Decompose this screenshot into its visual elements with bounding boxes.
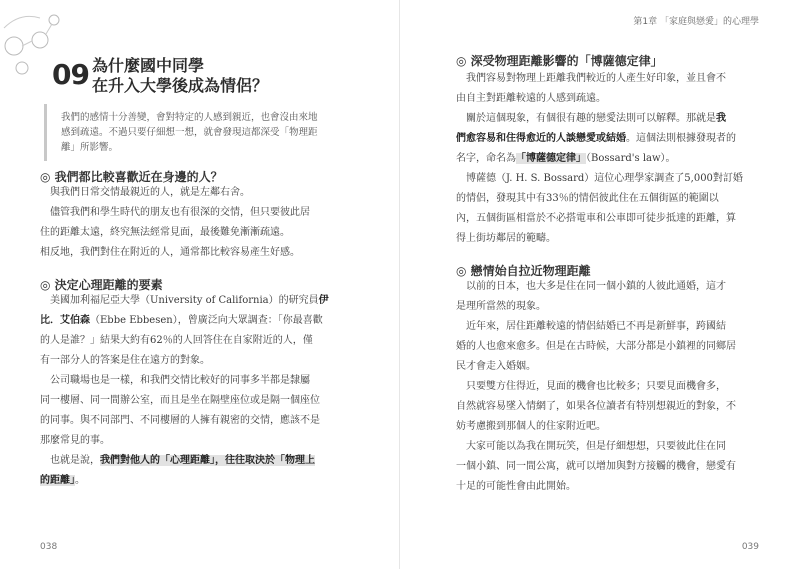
text-span: 也就是說， xyxy=(50,455,100,466)
paragraph xyxy=(456,69,743,249)
text-span: 關於這個現象，有個很有趣的戀愛法則可以解釋。那就是 xyxy=(466,113,716,124)
text-line xyxy=(456,149,743,169)
section-heading: ◎ 戀情始自拉近物理距離 xyxy=(456,264,591,278)
text-line xyxy=(40,291,329,311)
text-line: 大家可能以為我在開玩笑，但是仔細想想，只要彼此住在同 xyxy=(466,441,726,452)
text-line: 與我們日常交情最親近的人，就是左鄰右舍。 xyxy=(50,187,250,198)
text-line: 民才會走入婚姻。 xyxy=(456,361,536,372)
bold-text: 比．艾伯森 xyxy=(40,315,90,326)
text-line xyxy=(40,451,329,471)
text-line: 一個小鎮、同一間公寓，就可以增加與對方接觸的機會，戀愛有 xyxy=(456,461,736,472)
text-line xyxy=(40,311,329,331)
intro-line: 離」所影響。 xyxy=(61,142,119,153)
text-span: 名字，命名為 xyxy=(456,153,516,164)
text-line: 自然就容易墜入情網了，如果各位讀者有特別想親近的對象，不 xyxy=(456,401,736,412)
text-line: 的同事。與不同部門、不同樓層的人擁有親密的交情，應該不是 xyxy=(40,415,320,426)
page-number: 039 xyxy=(741,542,759,552)
intro-line: 我們的感情十分善變，會對特定的人感到親近，也會沒由來地 xyxy=(61,112,318,123)
section-heading: ◎ 我們都比較喜歡近在身邊的人？ xyxy=(40,170,223,184)
text-line: 的人是誰？」結果大約有62％的人回答住在自家附近的人，僅 xyxy=(40,335,313,346)
highlighted-text: 我們對他人的「心理距離」，往往取決於「物理上 xyxy=(100,455,315,466)
chapter-title-line: 在升入大學後成為情侶？ xyxy=(92,76,269,95)
right-page xyxy=(400,0,799,569)
text-line: 妨考慮搬到那個人的住家附近吧。 xyxy=(456,421,606,432)
text-line: 得上街坊鄰居的範疇。 xyxy=(456,233,556,244)
text-line: 公司職場也是一樣，和我們交情比較好的同事多半都是隸屬 xyxy=(50,375,310,386)
text-line: 只要雙方住得近，見面的機會也比較多；只要見面機會多， xyxy=(466,381,726,392)
text-line xyxy=(456,109,743,129)
intro-box xyxy=(44,104,344,161)
section-heading: ◎ 決定心理距離的要素 xyxy=(40,278,163,292)
bold-text: 伊 xyxy=(318,295,329,306)
page-number: 038 xyxy=(40,542,58,552)
running-head: 第1章 「家庭與戀愛」的心理學 xyxy=(633,17,759,27)
text-line: 有一部分人的答案是住在遠方的對象。 xyxy=(40,355,210,366)
chapter-number: 09 xyxy=(52,58,89,91)
bold-text: 們愈容易和住得愈近的人談戀愛或結婚 xyxy=(456,133,626,144)
bold-text: 我 xyxy=(716,113,726,124)
text-line: 的情侶，發現其中有33％的情侶彼此住在五個街區的範圍以 xyxy=(456,193,719,204)
text-span: （Bossard's law）。 xyxy=(586,153,676,164)
paragraph xyxy=(40,183,310,263)
section-heading: ◎ 深受物理距離影響的「博薩德定律」 xyxy=(456,54,663,68)
paragraph xyxy=(40,291,329,491)
text-line: 近年來，居住距離較遠的情侶結婚已不再是新鮮事，跨國結 xyxy=(466,321,726,332)
chapter-title-line: 為什麼國中同學 xyxy=(92,56,205,75)
text-span: 美國加利福尼亞大學（University of California）的研究員 xyxy=(50,295,319,306)
text-line: 相反地，我們對住在附近的人，通常都比較容易產生好感。 xyxy=(40,247,300,258)
highlighted-text: 的距離」 xyxy=(40,475,75,486)
text-line: 同一樓層、同一間辦公室，而且是坐在隔壁座位或是隔一個座位 xyxy=(40,395,320,406)
text-line: 那麼常見的事。 xyxy=(40,435,110,446)
text-line: 內，五個街區相當於不必搭電車和公車即可徒步抵達的距離，算 xyxy=(456,213,736,224)
text-span: 。 xyxy=(75,475,85,486)
text-line: 博薩德（J. H. S. Bossard）這位心理學家調查了5,000對訂婚 xyxy=(466,173,743,184)
text-span: （Ebbe Ebbesen），曾廣泛向大眾調查：「你最喜歡 xyxy=(90,315,323,326)
intro-line: 感到疏遠。不過只要仔細想一想，就會發現這都深受「物理距 xyxy=(61,127,318,138)
text-line: 以前的日本，也大多是住在同一個小鎮的人彼此通婚，這才 xyxy=(466,281,726,292)
text-line: 由自主對距離較遠的人感到疏遠。 xyxy=(456,93,606,104)
text-line: 住的距離太遠，終究無法經常見面，最後難免漸漸疏遠。 xyxy=(40,227,290,238)
text-line xyxy=(40,471,329,491)
text-line xyxy=(456,129,743,149)
text-line: 儘管我們和學生時代的朋友也有很深的交情，但只要彼此居 xyxy=(50,207,310,218)
text-line: 婚的人也愈來愈多。但是在古時候，大部分都是小鎮裡的同鄉居 xyxy=(456,341,736,352)
text-line: 是理所當然的現象。 xyxy=(456,301,546,312)
left-page xyxy=(0,0,399,569)
text-line: 十足的可能性會由此開始。 xyxy=(456,481,576,492)
chapter-title xyxy=(92,56,268,96)
text-line: 我們容易對物理上距離我們較近的人產生好印象，並且會不 xyxy=(466,73,726,84)
paragraph xyxy=(456,277,736,497)
text-span: 。這個法則根據發現者的 xyxy=(626,133,736,144)
highlighted-text: 「博薩德定律」 xyxy=(516,153,586,164)
